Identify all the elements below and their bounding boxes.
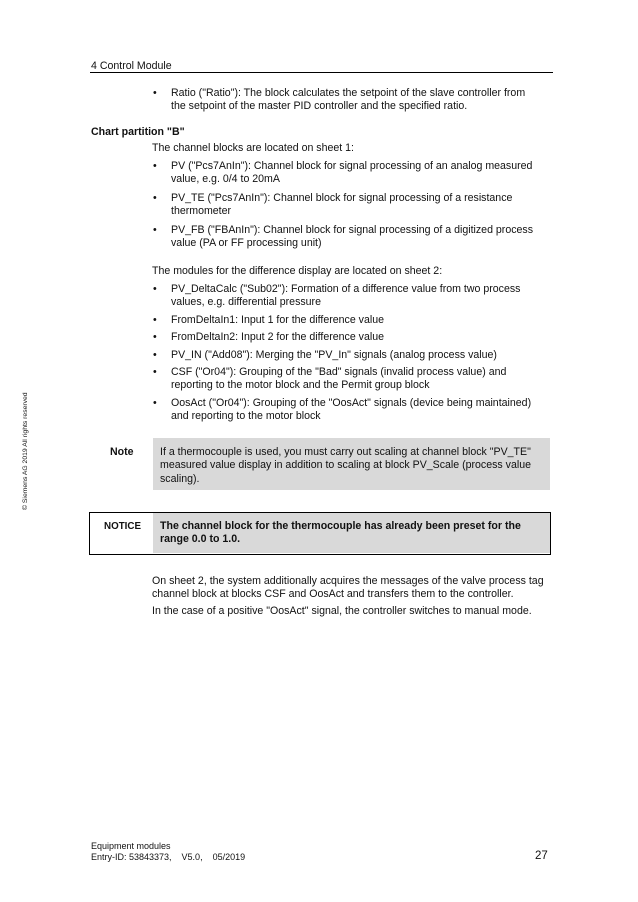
bullet-fromdeltain2: • FromDeltaIn2: Input 2 for the difference value [152,331,544,344]
page-number: 27 [535,850,548,862]
top-bullet-list [152,87,542,114]
sheet2-intro: The modules for the difference display are located on sheet 2: [152,265,443,277]
closing-paragraph-1: On sheet 2, the system additionally acquires the messages of the valve process tag channel block at blocks CSF and OosAct and transfers them to the controller. [152,575,544,601]
sheet1-intro: The channel blocks are located on sheet 1: [152,142,355,154]
footer-info [91,841,245,862]
closing-paragraph-2: In the case of a positive "OosAct" signal, the controller switches to manual mode. [152,605,532,617]
bullet-pv-fb: • PV_FB ("FBAnIn"): Channel block for signal processing of a digitized process value (PA or FF processing unit) [152,224,544,251]
section-heading: Chart partition "B" [91,126,185,138]
bullet-oosact: • OosAct ("Or04"): Grouping of the "OosAct" signals (device being maintained) and reporting to the motor block [152,397,544,424]
footer-doc-title: Equipment modules [91,841,171,851]
footer-entry-id: Entry-ID: 53843373, V5.0, 05/2019 [91,851,246,862]
bullet-pv-deltacalc: • PV_DeltaCalc ("Sub02"): Formation of a difference value from two process values, e.g. differential pressure [152,283,544,310]
bullet-csf: • CSF ("Or04"): Grouping of the "Bad" signals (invalid process value) and reporting to the motor block and the Permit group block [152,366,544,393]
bullet-fromdeltain1: • FromDeltaIn1: Input 1 for the difference value [152,314,544,327]
header-rule [90,72,553,73]
sheet1-bullet-list [152,160,544,250]
note-label: Note [110,446,134,458]
notice-label: NOTICE [104,521,142,532]
bullet-pv: • PV ("Pcs7AnIn"): Channel block for signal processing of an analog measured value, e.g. 0/4 to 20mA [152,160,544,187]
sheet2-bullet-list [152,283,544,424]
bullet-ratio: • Ratio ("Ratio"): The block calculates the setpoint of the slave controller from the setpoint of the master PID controller and the specified ratio. [152,87,542,114]
note-text: If a thermocouple is used, you must carry out scaling at channel block "PV_TE" measured value display in addition to scaling at block PV_Scale (process value scaling). [160,446,531,485]
notice-text: The channel block for the thermocouple has already been preset for the range 0.0 to 1.0. [160,520,521,546]
bullet-pv-te: • PV_TE ("Pcs7AnIn"): Channel block for signal processing of a resistance thermometer [152,192,544,219]
bullet-pv-in: • PV_IN ("Add08"): Merging the "PV_In" signals (analog process value) [152,349,544,362]
chapter-header: 4 Control Module [91,60,172,72]
copyright-notice: © Siemens AG 2019 All rights reserved [22,392,29,510]
